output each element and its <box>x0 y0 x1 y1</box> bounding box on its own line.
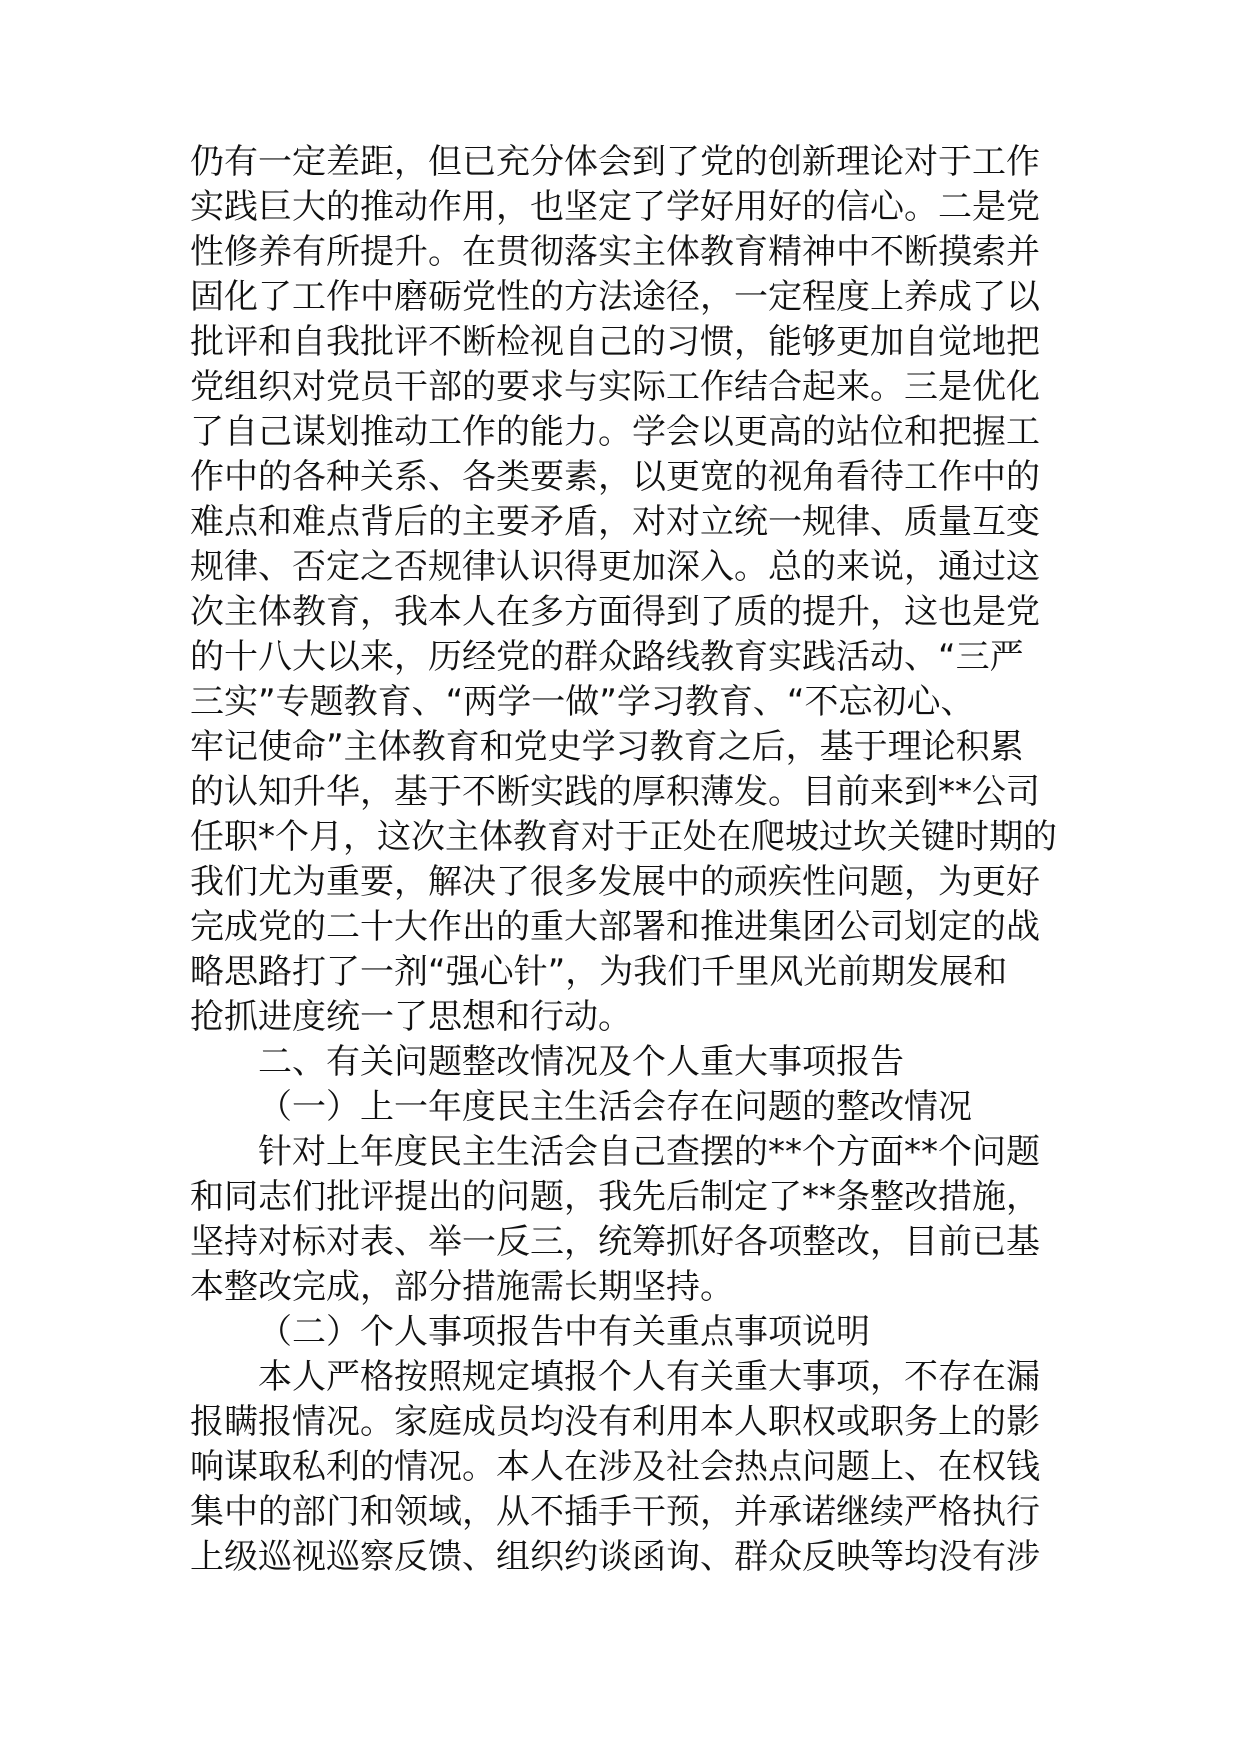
body-line-15: 的认知升华，基于不断实践的厚积薄发。目前来到**公司 <box>190 772 1040 812</box>
body-line-2: 实践巨大的推动作用，也坚定了学好用好的信心。二是党 <box>190 187 1040 227</box>
subsection-heading-1: （一）上一年度民主生活会存在问题的整改情况 <box>258 1087 972 1127</box>
body-line-11: 次主体教育，我本人在多方面得到了质的提升，这也是党 <box>190 592 1040 632</box>
body-line-23: 针对上年度民主生活会自己查摆的**个方面**个问题 <box>258 1132 1040 1172</box>
body-line-24: 和同志们批评提出的问题，我先后制定了**条整改措施， <box>190 1177 1040 1217</box>
body-line-5: 批评和自我批评不断检视自己的习惯，能够更加自觉地把 <box>190 322 1040 362</box>
body-line-18: 完成党的二十大作出的重大部署和推进集团公司划定的战 <box>190 907 1040 947</box>
body-line-13: 三实”专题教育、“两学一做”学习教育、“不忘初心、 <box>190 682 975 722</box>
body-line-8: 作中的各种关系、各类要素，以更宽的视角看待工作中的 <box>190 457 1040 497</box>
body-line-26: 本整改完成，部分措施需长期坚持。 <box>190 1267 734 1307</box>
body-line-25: 坚持对标对表、举一反三，统筹抓好各项整改，目前已基 <box>190 1222 1040 1262</box>
body-line-28: 本人严格按照规定填报个人有关重大事项，不存在漏 <box>258 1357 1040 1397</box>
body-line-29: 报瞒报情况。家庭成员均没有利用本人职权或职务上的影 <box>190 1402 1040 1442</box>
body-line-30: 响谋取私利的情况。本人在涉及社会热点问题上、在权钱 <box>190 1447 1040 1487</box>
body-line-7: 了自己谋划推动工作的能力。学会以更高的站位和把握工 <box>190 412 1040 452</box>
body-line-17: 我们尤为重要，解决了很多发展中的顽疾性问题，为更好 <box>190 862 1040 902</box>
body-line-19: 略思路打了一剂“强心针”，为我们千里风光前期发展和 <box>190 952 1008 992</box>
body-line-20: 抢抓进度统一了思想和行动。 <box>190 997 632 1037</box>
body-line-6: 党组织对党员干部的要求与实际工作结合起来。三是优化 <box>190 367 1040 407</box>
document-body <box>190 140 1070 1580</box>
body-line-31: 集中的部门和领域，从不插手干预，并承诺继续严格执行 <box>190 1492 1040 1532</box>
body-line-9: 难点和难点背后的主要矛盾，对对立统一规律、质量互变 <box>190 502 1040 542</box>
subsection-heading-2: （二）个人事项报告中有关重点事项说明 <box>258 1312 870 1352</box>
body-line-10: 规律、否定之否规律认识得更加深入。总的来说，通过这 <box>190 547 1040 587</box>
body-line-16: 任职*个月，这次主体教育对于正处在爬坡过坎关键时期的 <box>190 817 1057 857</box>
body-line-14: 牢记使命”主体教育和党史学习教育之后，基于理论积累 <box>190 727 1024 767</box>
body-line-32: 上级巡视巡察反馈、组织约谈函询、群众反映等均没有涉 <box>190 1537 1040 1577</box>
section-heading: 二、有关问题整改情况及个人重大事项报告 <box>258 1042 904 1082</box>
body-line-12: 的十八大以来，历经党的群众路线教育实践活动、“三严 <box>190 637 1024 677</box>
body-line-3: 性修养有所提升。在贯彻落实主体教育精神中不断摸索并 <box>190 232 1040 272</box>
body-line-1: 仍有一定差距，但已充分体会到了党的创新理论对于工作 <box>190 142 1040 182</box>
body-line-4: 固化了工作中磨砺党性的方法途径，一定程度上养成了以 <box>190 277 1040 317</box>
